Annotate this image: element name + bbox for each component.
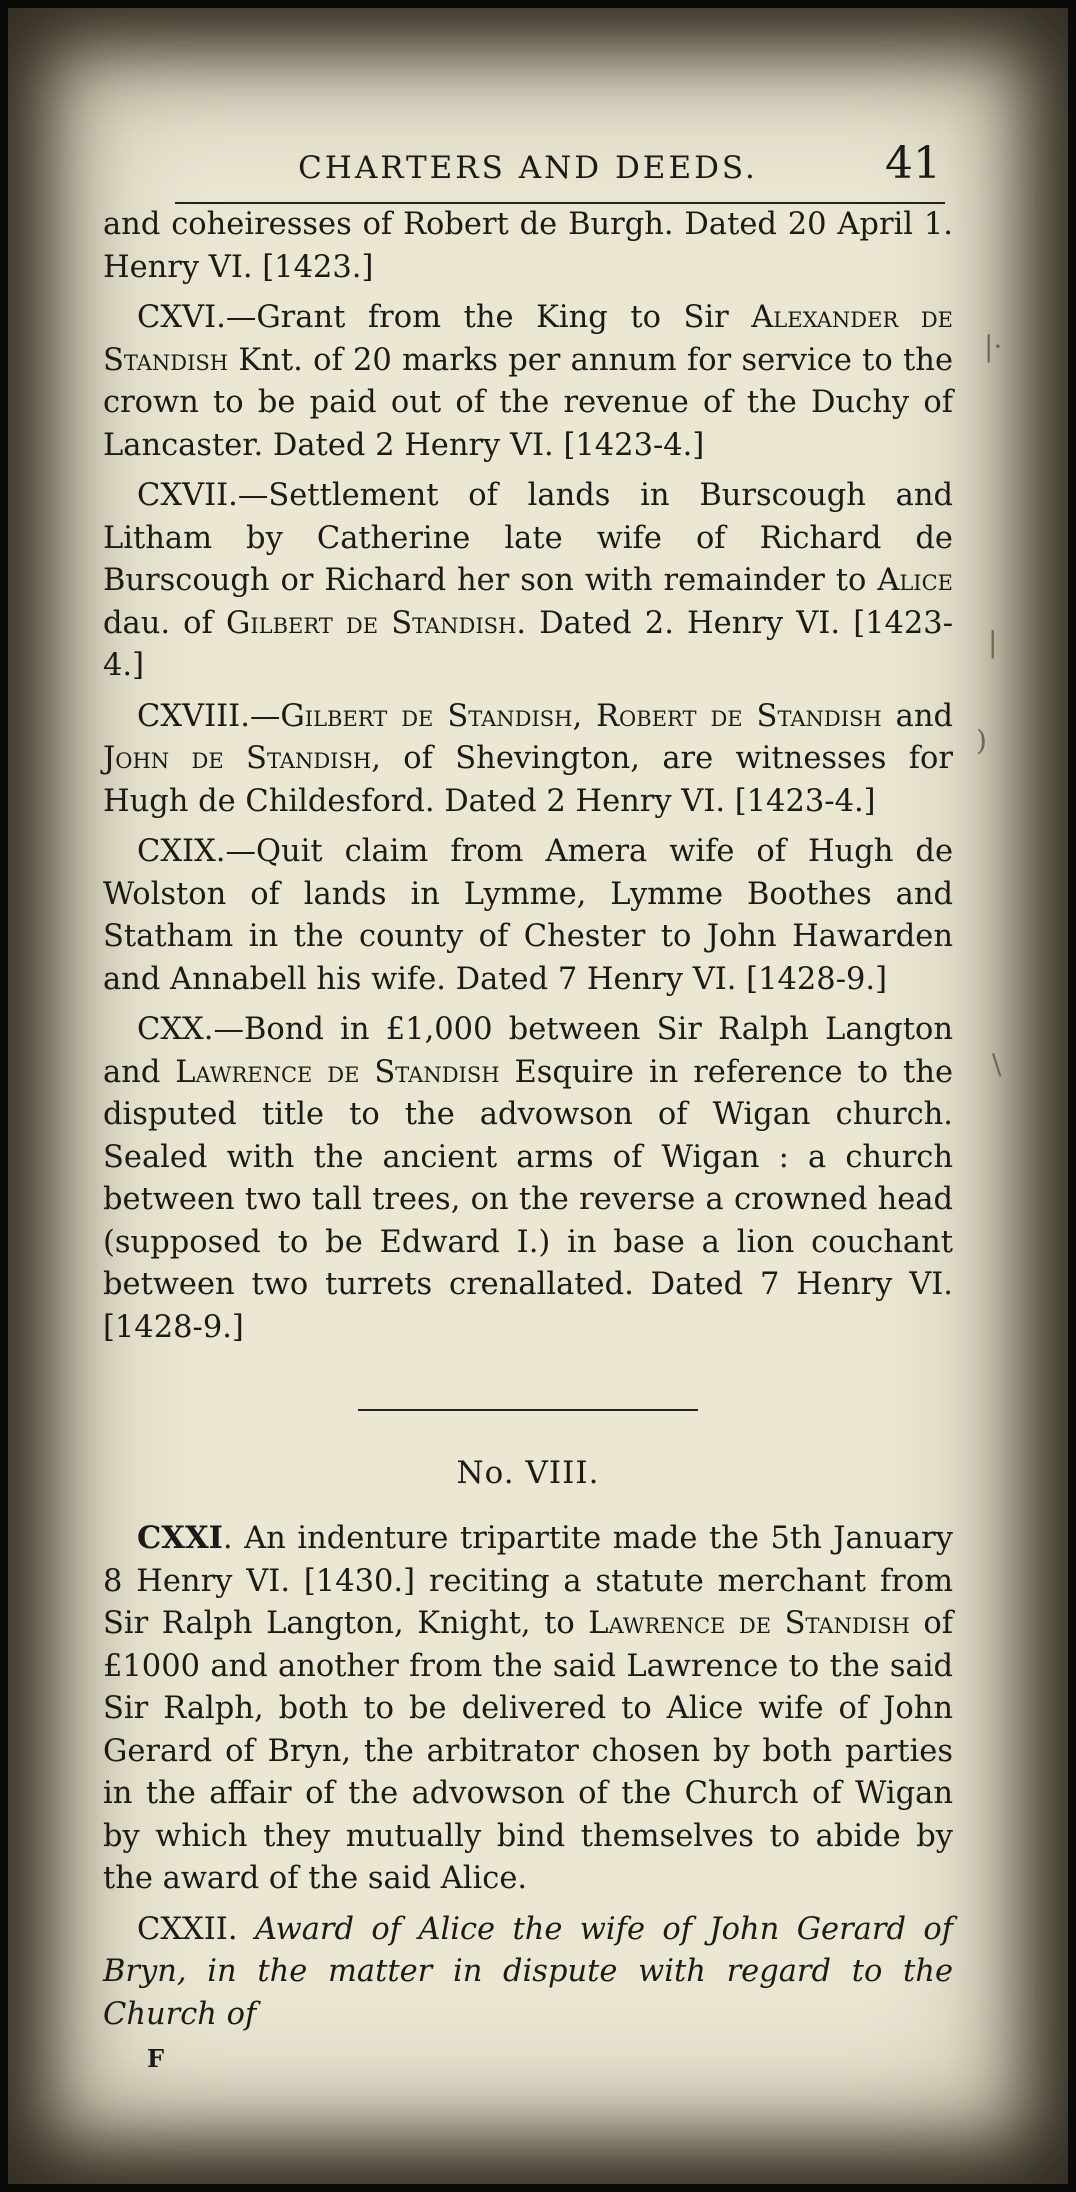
- section-divider: [358, 1409, 698, 1411]
- entry-name: Alice: [877, 563, 953, 598]
- entry-name: Alexander de Standish: [103, 300, 953, 378]
- entry-text: and: [881, 698, 953, 734]
- page-frame: [8, 8, 1068, 2184]
- entry-name: Lawrence de Standish: [175, 1054, 500, 1090]
- document-page: [103, 128, 953, 2073]
- entry-cxx: [103, 1009, 953, 1349]
- entry-number: CXXII.: [137, 1911, 255, 1947]
- entry-text: CXX.—Bond in £1,000 between Sir Ralph Langton and: [103, 1012, 953, 1090]
- entry-cxvii: [103, 475, 953, 688]
- page-number: 41: [885, 138, 941, 189]
- entry-cxix: CXIX.—Quit claim from Amera wife of Hugh de Wolston of lands in Lymme, Lymme Boothes and Statham in the county of Chester to John Hawarden and Annabell his wife. Dated 7 Henry VI. [1428-9.]: [103, 834, 953, 997]
- entry-text: Esquire in reference to the disputed title to the advowson of Wigan church. Sealed with the ancient arms of Wigan : a church between two tall trees, on the reverse a crowned head (supposed to be Edward I.) in base a lion couchant between two turrets crenallated. Dated 7 Henry VI. [1428-9.]: [103, 1054, 954, 1345]
- entry-name: Gilbert de Standish: [225, 605, 517, 641]
- entry-number: CXXI: [137, 1520, 223, 1556]
- paragraph-continuation: and coheiresses of Robert de Burgh. Dated 20 April 1. Henry VI. [1423.]: [103, 207, 953, 285]
- page-header: [103, 128, 953, 198]
- entry-text: CXVI.—Grant from the King to Sir: [137, 300, 752, 335]
- entry-text: CXVIII.—: [137, 698, 281, 734]
- entry-text: . An indenture tripartite made the 5th January 8 Henry VI. [1430.] reciting a statute merchant from Sir Ralph Langton, Knight, to: [103, 1521, 953, 1641]
- entry-cxxii: [103, 1909, 953, 2037]
- entry-text: Award of Alice the wife of John Gerard of Bryn, in the matter in dispute with regard to the Church of: [103, 1911, 954, 2032]
- signature-mark: F: [147, 2044, 165, 2073]
- entry-name: John de Standish: [103, 741, 372, 776]
- margin-mark: ): [976, 724, 987, 757]
- running-head: CHARTERS AND DEEDS.: [298, 150, 758, 186]
- entry-name: Gilbert de Standish, Robert de Standish: [280, 698, 882, 734]
- entry-cxxi: [103, 1517, 953, 1901]
- entry-text: . Dated 2. Henry VI. [1423-4.]: [103, 605, 954, 683]
- margin-mark: |·: [984, 330, 1003, 363]
- entry-cxvi: [103, 297, 953, 467]
- entry-text: CXVII.—Settlement of lands in Burscough and Litham by Catherine late wife of Richard de Burscough or Richard her son with remainder to: [103, 478, 953, 598]
- entry-text: Knt. of 20 marks per annum for service to the crown to be paid out of the revenue of the Duchy of Lancaster. Dated 2 Henry VI. [1423-4.]: [103, 342, 953, 463]
- margin-mark: \: [992, 1048, 1002, 1081]
- entry-text: of £1000 and another from the said Lawrence to the said Sir Ralph, both to be delivered to Alice wife of John Gerard of Bryn, the arbitrator chosen by both parties in the affair of the advowson of the Church of Wigan by which they mutually bind themselves to abide by the award of the said Alice.: [103, 1606, 953, 1896]
- margin-mark: |: [988, 626, 998, 659]
- entry-name: Lawrence de Standish: [588, 1606, 910, 1641]
- section-title: No. VIII.: [456, 1455, 600, 1491]
- entry-text: dau. of: [103, 605, 226, 641]
- entry-cxviii: [103, 696, 953, 824]
- entry-text: , of Shevington, are witnesses for Hugh de Childesford. Dated 2 Henry VI. [1423-4.]: [103, 741, 953, 819]
